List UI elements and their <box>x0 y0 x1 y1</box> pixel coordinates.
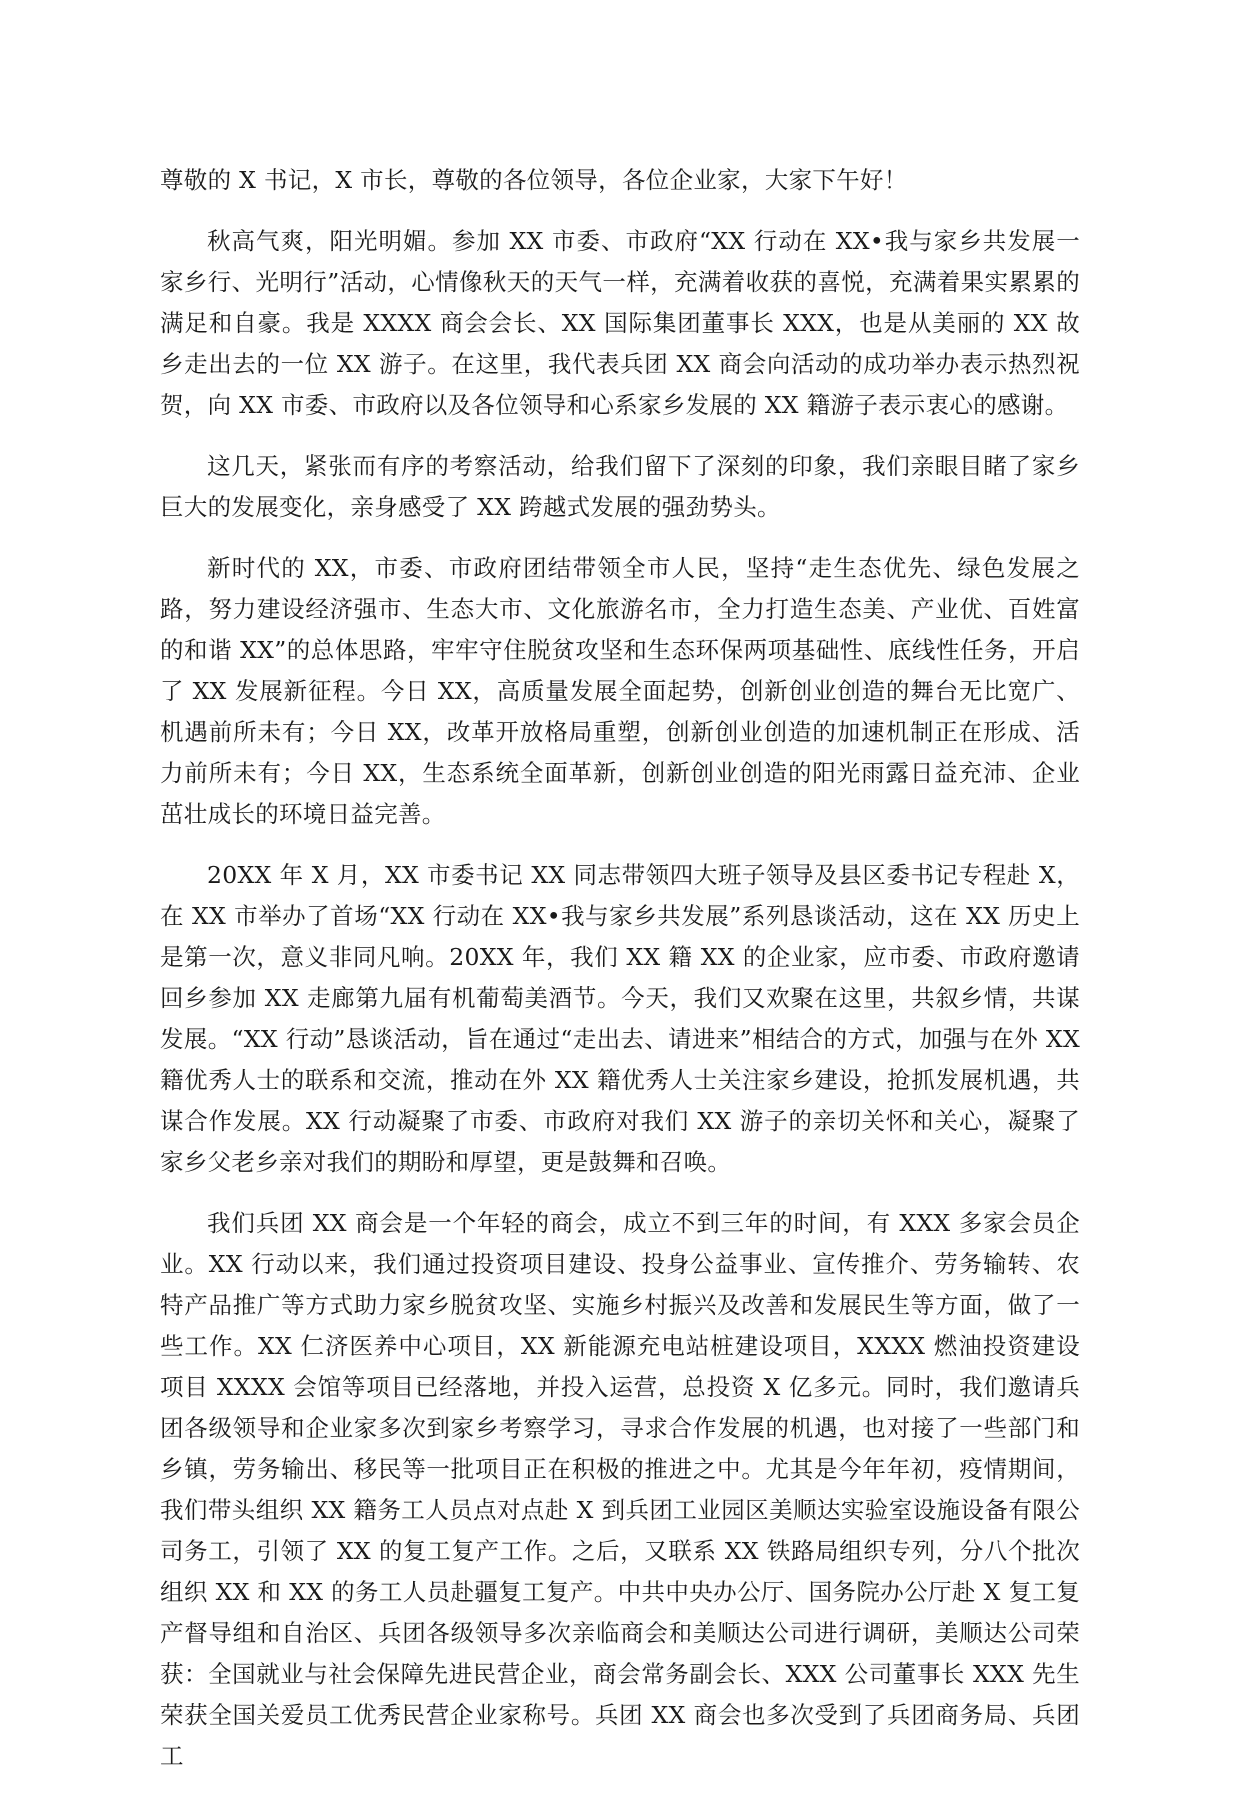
paragraph: 秋高气爽，阳光明媚。参加 XX 市委、市政府“XX 行动在 XX•我与家乡共发展一家乡行、光明行”活动，心情像秋天的天气一样，充满着收获的喜悦，充满着果实累累的满足和自豪。我是 XXXX 商会会长、XX 国际集团董事长 XXX，也是从美丽的 XX 故乡走出去的一位 XX 游子。在这里，我代表兵团 XX 商会向活动的成功举办表示热烈祝贺，向 XX 市委、市政府以及各位领导和心系家乡发展的 XX 籍游子表示衷心的感谢。 <box>160 227 1080 419</box>
salutation: 尊敬的 X 书记，X 市长，尊敬的各位领导，各位企业家，大家下午好！ <box>160 166 908 194</box>
paragraph: 20XX 年 X 月，XX 市委书记 XX 同志带领四大班子领导及县区委书记专程赴 X，在 XX 市举办了首场“XX 行动在 XX•我与家乡共发展”系列恳谈活动，这在 XX 历史上是第一次，意义非同凡响。20XX 年，我们 XX 籍 XX 的企业家，应市委、市政府邀请回乡参加 XX 走廊第九届有机葡萄美酒节。今天，我们又欢聚在这里，共叙乡情，共谋发展。“XX 行动”恳谈活动，旨在通过“走出去、请进来”相结合的方式，加强与在外 XX 籍优秀人士的联系和交流，推动在外 XX 籍优秀人士关注家乡建设，抢抓发展机遇，共谋合作发展。XX 行动凝聚了市委、市政府对我们 XX 游子的亲切关怀和关心，凝聚了家乡父老乡亲对我们的期盼和厚望，更是鼓舞和召唤。 <box>160 861 1080 1176</box>
paragraph: 我们兵团 XX 商会是一个年轻的商会，成立不到三年的时间，有 XXX 多家会员企业。XX 行动以来，我们通过投资项目建设、投身公益事业、宣传推介、劳务输转、农特产品推广等方式助力家乡脱贫攻坚、实施乡村振兴及改善和发展民生等方面，做了一些工作。XX 仁济医养中心项目，XX 新能源充电站桩建设项目，XXXX 燃油投资建设项目 XXXX 会馆等项目已经落地，并投入运营，总投资 X 亿多元。同时，我们邀请兵团各级领导和企业家多次到家乡考察学习，寻求合作发展的机遇，也对接了一些部门和乡镇，劳务输出、移民等一批项目正在积极的推进之中。尤其是今年年初，疫情期间，我们带头组织 XX 籍务工人员点对点赴 X 到兵团工业园区美顺达实验室设施设备有限公司务工，引领了 XX 的复工复产工作。之后，又联系 XX 铁路局组织专列，分八个批次组织 XX 和 XX 的务工人员赴疆复工复产。中共中央办公厅、国务院办公厅赴 X 复工复产督导组和自治区、兵团各级领导多次亲临商会和美顺达公司进行调研，美顺达公司荣获：全国就业与社会保障先进民营企业，商会常务副会长、XXX 公司董事长 XXX 先生荣获全国关爱员工优秀民营企业家称号。兵团 XX 商会也多次受到了兵团商务局、兵团工 <box>160 1209 1080 1770</box>
paragraph: 新时代的 XX，市委、市政府团结带领全市人民，坚持“走生态优先、绿色发展之路，努力建设经济强市、生态大市、文化旅游名市，全力打造生态美、产业优、百姓富的和谐 XX”的总体思路，牢牢守住脱贫攻坚和生态环保两项基础性、底线性任务，开启了 XX 发展新征程。今日 XX，高质量发展全面起势，创新创业创造的舞台无比宽广、机遇前所未有；今日 XX，改革开放格局重塑，创新创业创造的加速机制正在形成、活力前所未有；今日 XX，生态系统全面革新，创新创业创造的阳光雨露日益充沛、企业茁壮成长的环境日益完善。 <box>160 554 1080 828</box>
document-body <box>160 160 1080 1797</box>
paragraph: 这几天，紧张而有序的考察活动，给我们留下了深刻的印象，我们亲眼目睹了家乡巨大的发展变化，亲身感受了 XX 跨越式发展的强劲势头。 <box>160 452 1080 521</box>
